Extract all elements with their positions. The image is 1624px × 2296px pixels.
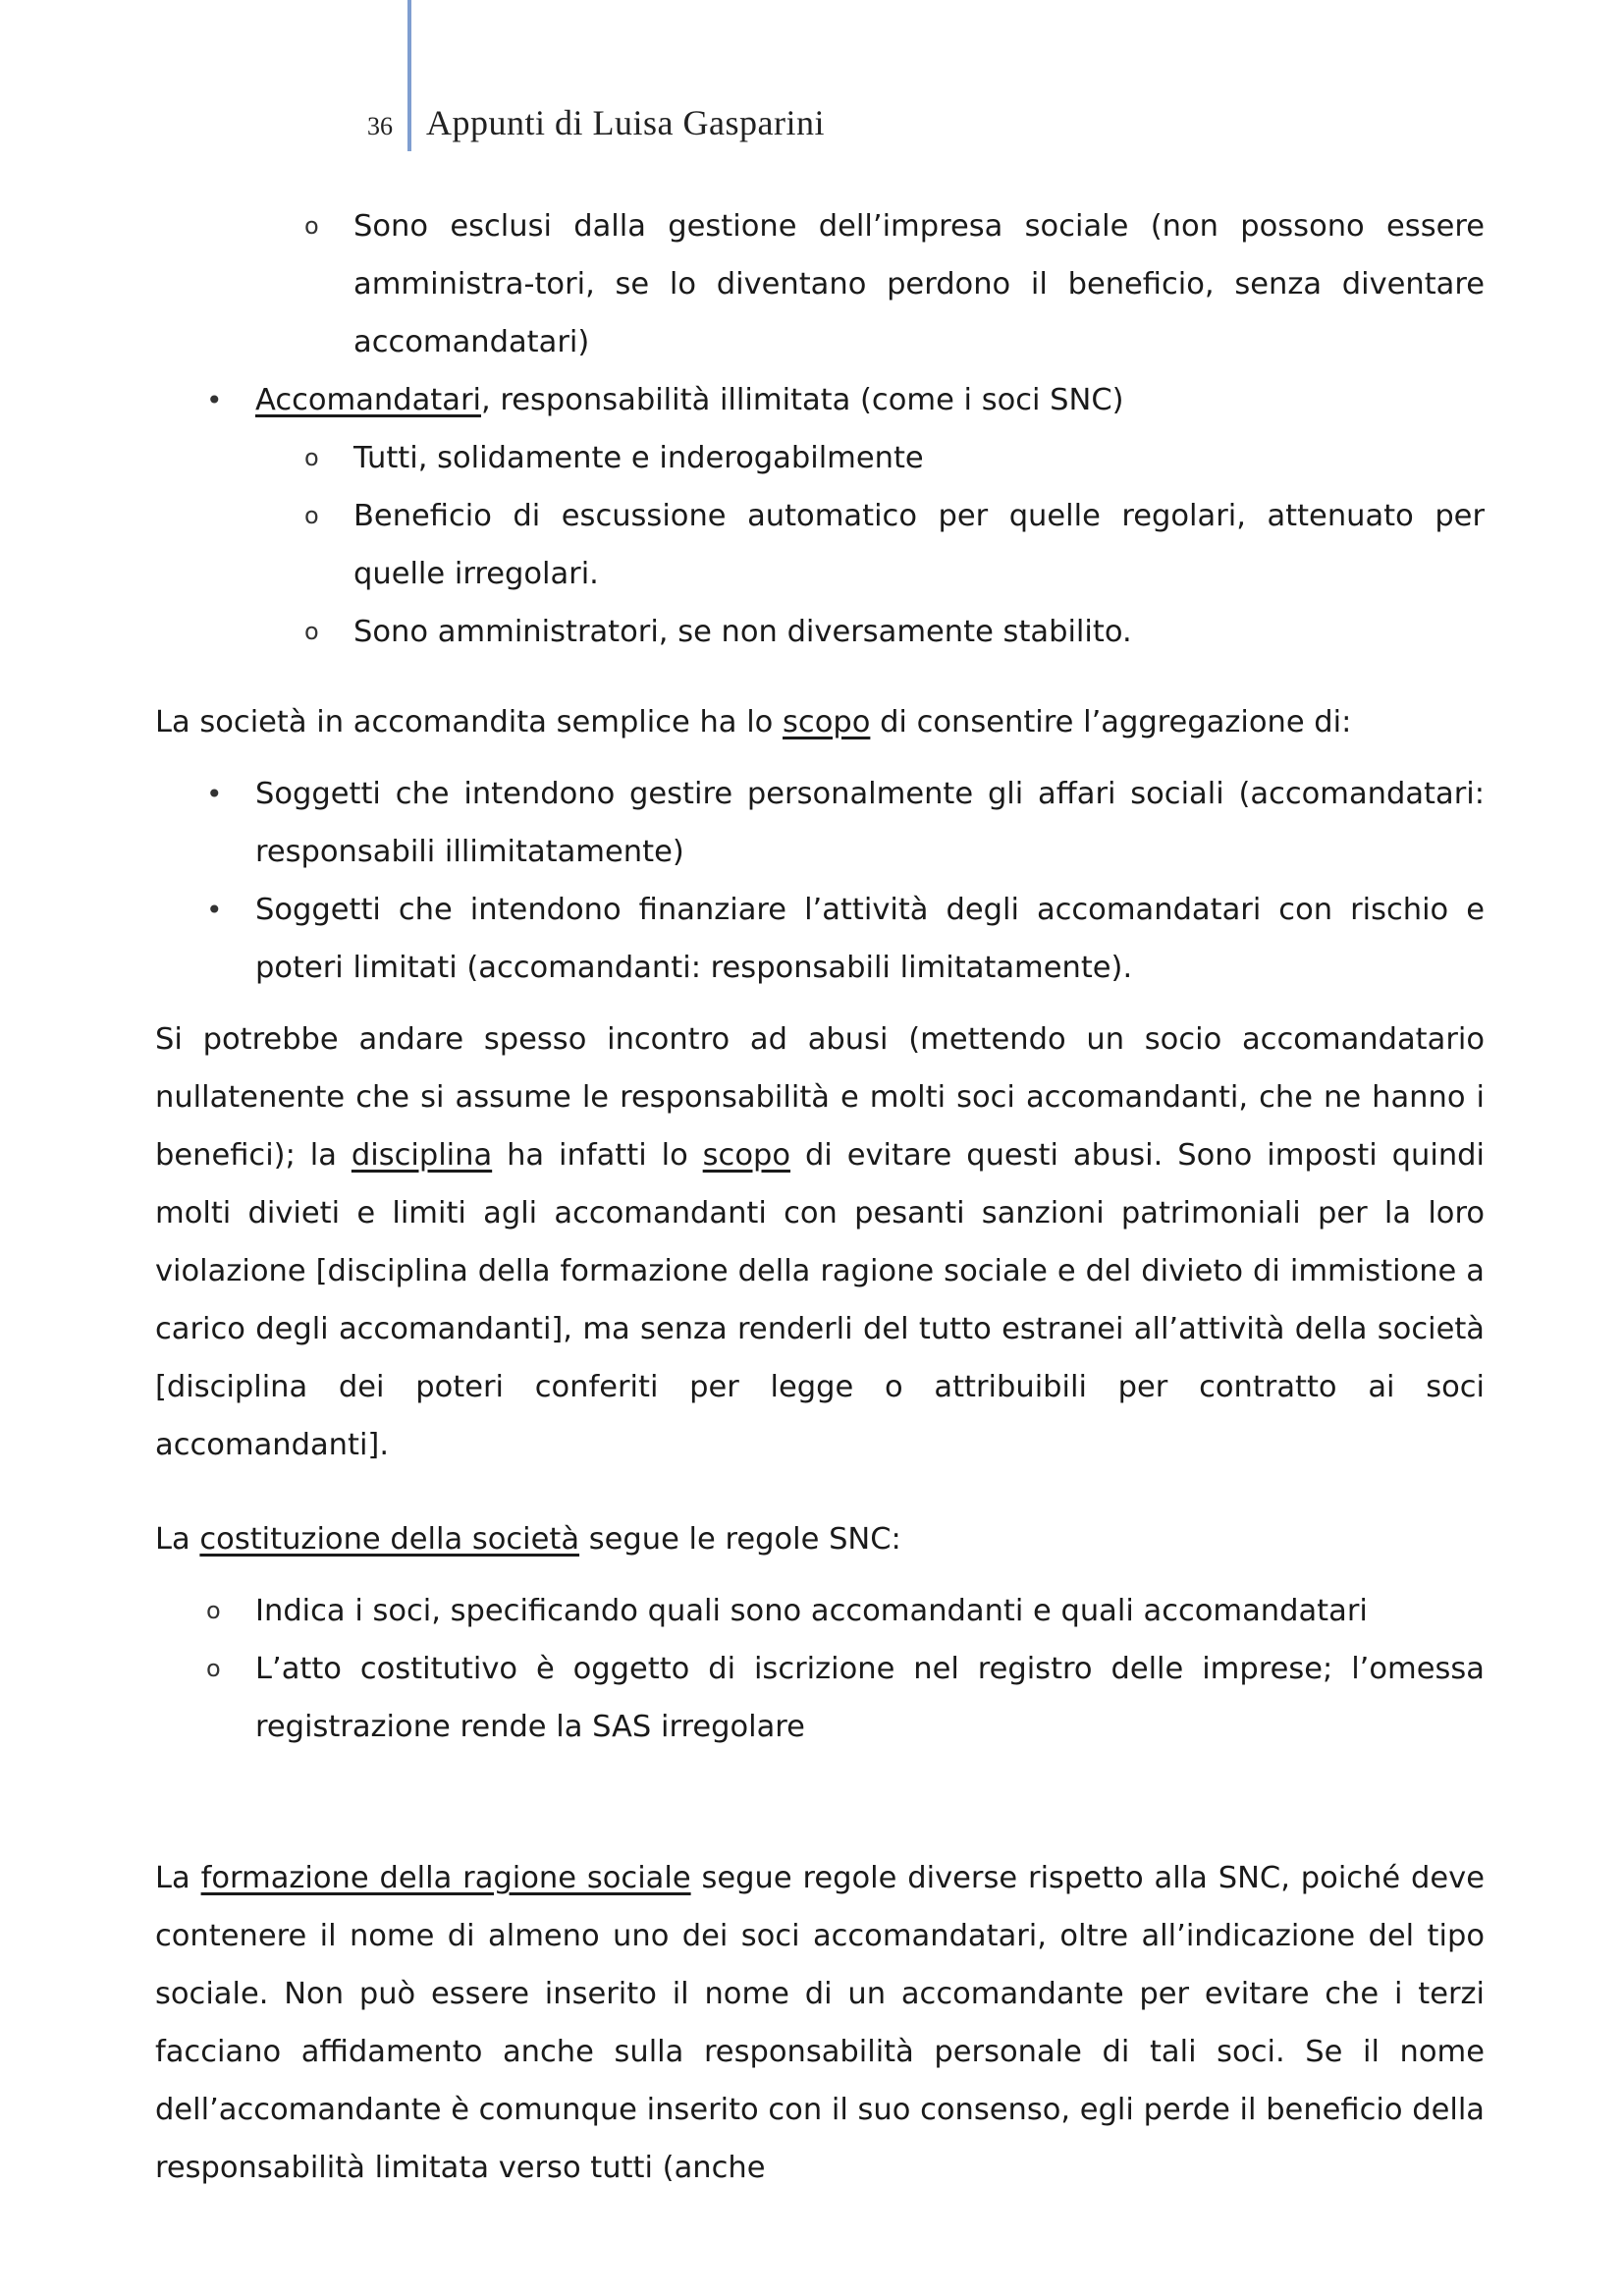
list-item: [206, 1640, 1485, 1756]
list-item: [304, 487, 1485, 603]
list-item-text: L’atto costitutivo è oggetto di iscrizione nel registro delle imprese; l’omessa registrazione rende la SAS irregolare: [255, 1652, 1485, 1744]
term-accomandatari: Accomandatari: [255, 383, 481, 417]
list-item-text: Soggetti che intendono finanziare l’attività degli accomandatari con rischio e poteri limitati (accomandanti: responsabili limitatamente).: [255, 893, 1485, 985]
paragraph: [155, 1510, 1485, 1568]
section-costituzione: [155, 1510, 1485, 1756]
term-ragione-sociale: formazione della ragione sociale: [200, 1861, 691, 1895]
term-scopo: scopo: [783, 705, 871, 739]
text-run: La società in accomandita semplice ha lo: [155, 705, 784, 739]
section-ragione-sociale: [155, 1849, 1485, 2197]
circle-bullet-icon: o: [304, 212, 319, 240]
term-scopo: scopo: [702, 1138, 791, 1173]
list-item: [206, 1582, 1485, 1640]
list-item: [304, 429, 1485, 487]
text-run: di consentire l’aggregazione di:: [870, 705, 1352, 739]
list-item: [304, 197, 1485, 371]
section-scopo: [155, 693, 1485, 1474]
circle-bullet-icon: o: [206, 1655, 221, 1682]
bullet-icon: •: [206, 894, 223, 926]
list-item-text: Soggetti che intendono gestire personalmente gli affari sociali (accomandatari: responsabili illimitatamente): [255, 777, 1485, 869]
bullet-icon: •: [206, 778, 223, 810]
list-item-text: Sono amministratori, se non diversamente stabilito.: [353, 615, 1132, 649]
page-number: 36: [367, 112, 393, 140]
circle-bullet-icon: o: [304, 618, 319, 645]
term-disciplina: disciplina: [351, 1138, 493, 1173]
circle-bullet-icon: o: [304, 502, 319, 529]
text-run: La: [155, 1522, 200, 1557]
list-item: [304, 603, 1485, 661]
list-item: [206, 765, 1485, 881]
bullet-icon: •: [206, 384, 223, 416]
list-item: [206, 881, 1485, 997]
paragraph: [155, 1011, 1485, 1474]
text-run: segue regole diverse rispetto alla SNC, poiché deve contenere il nome di almeno uno dei soci accomandatari, oltre all’indicazione del tipo sociale. Non può essere inserito il nome di un accomandante per evitare che i terzi facciano affidamento anche sulla responsabilità personale di tali soci. Se il nome dell’accomandante è comunque inserito con il suo consenso, egli perde il beneficio della responsabilità limitata verso tutti (anche: [155, 1861, 1485, 2185]
section-accomandanti-list: [155, 197, 1485, 661]
list-item-text: , responsabilità illimitata (come i soci SNC): [480, 383, 1124, 417]
list-item-text: Tutti, solidamente e inderogabilmente: [353, 441, 924, 475]
list-item-text: Beneficio di escussione automatico per quelle regolari, attenuato per quelle irregolari.: [353, 499, 1485, 591]
paragraph: [155, 693, 1485, 751]
list-item: [206, 371, 1485, 429]
header-rule: [407, 0, 411, 151]
list-item-text: Sono esclusi dalla gestione dell’impresa sociale (non possono essere amministra-tori, se lo diventano perdono il beneficio, senza diventare accomandatari): [353, 209, 1485, 359]
text-run: ha infatti lo: [492, 1138, 703, 1173]
paragraph: [155, 1849, 1485, 2197]
list-item-text: Indica i soci, specificando quali sono accomandanti e quali accomandatari: [255, 1594, 1368, 1628]
text-run: segue le regole SNC:: [579, 1522, 901, 1557]
text-run: Si potrebbe andare spesso incontro ad abusi (mettendo un socio accomandatario nullatenente che si assume le responsabilità e molti soci accomandanti, che ne hanno i benefici); la: [155, 1022, 1485, 1173]
circle-bullet-icon: o: [304, 444, 319, 471]
page-header-title: Appunti di Luisa Gasparini: [426, 103, 825, 142]
text-run: La: [155, 1861, 201, 1895]
term-costituzione: costituzione della società: [199, 1522, 580, 1557]
text-run: di evitare questi abusi. Sono imposti quindi molti divieti e limiti agli accomandanti con pesanti sanzioni patrimoniali per la loro violazione [disciplina della formazione della ragione sociale e del divieto di immistione a carico degli accomandanti], ma senza renderli del tutto estranei all’attività della società [disciplina dei poteri conferiti per legge o attribuibili per contratto ai soci accomandanti].: [155, 1138, 1485, 1462]
circle-bullet-icon: o: [206, 1597, 221, 1624]
